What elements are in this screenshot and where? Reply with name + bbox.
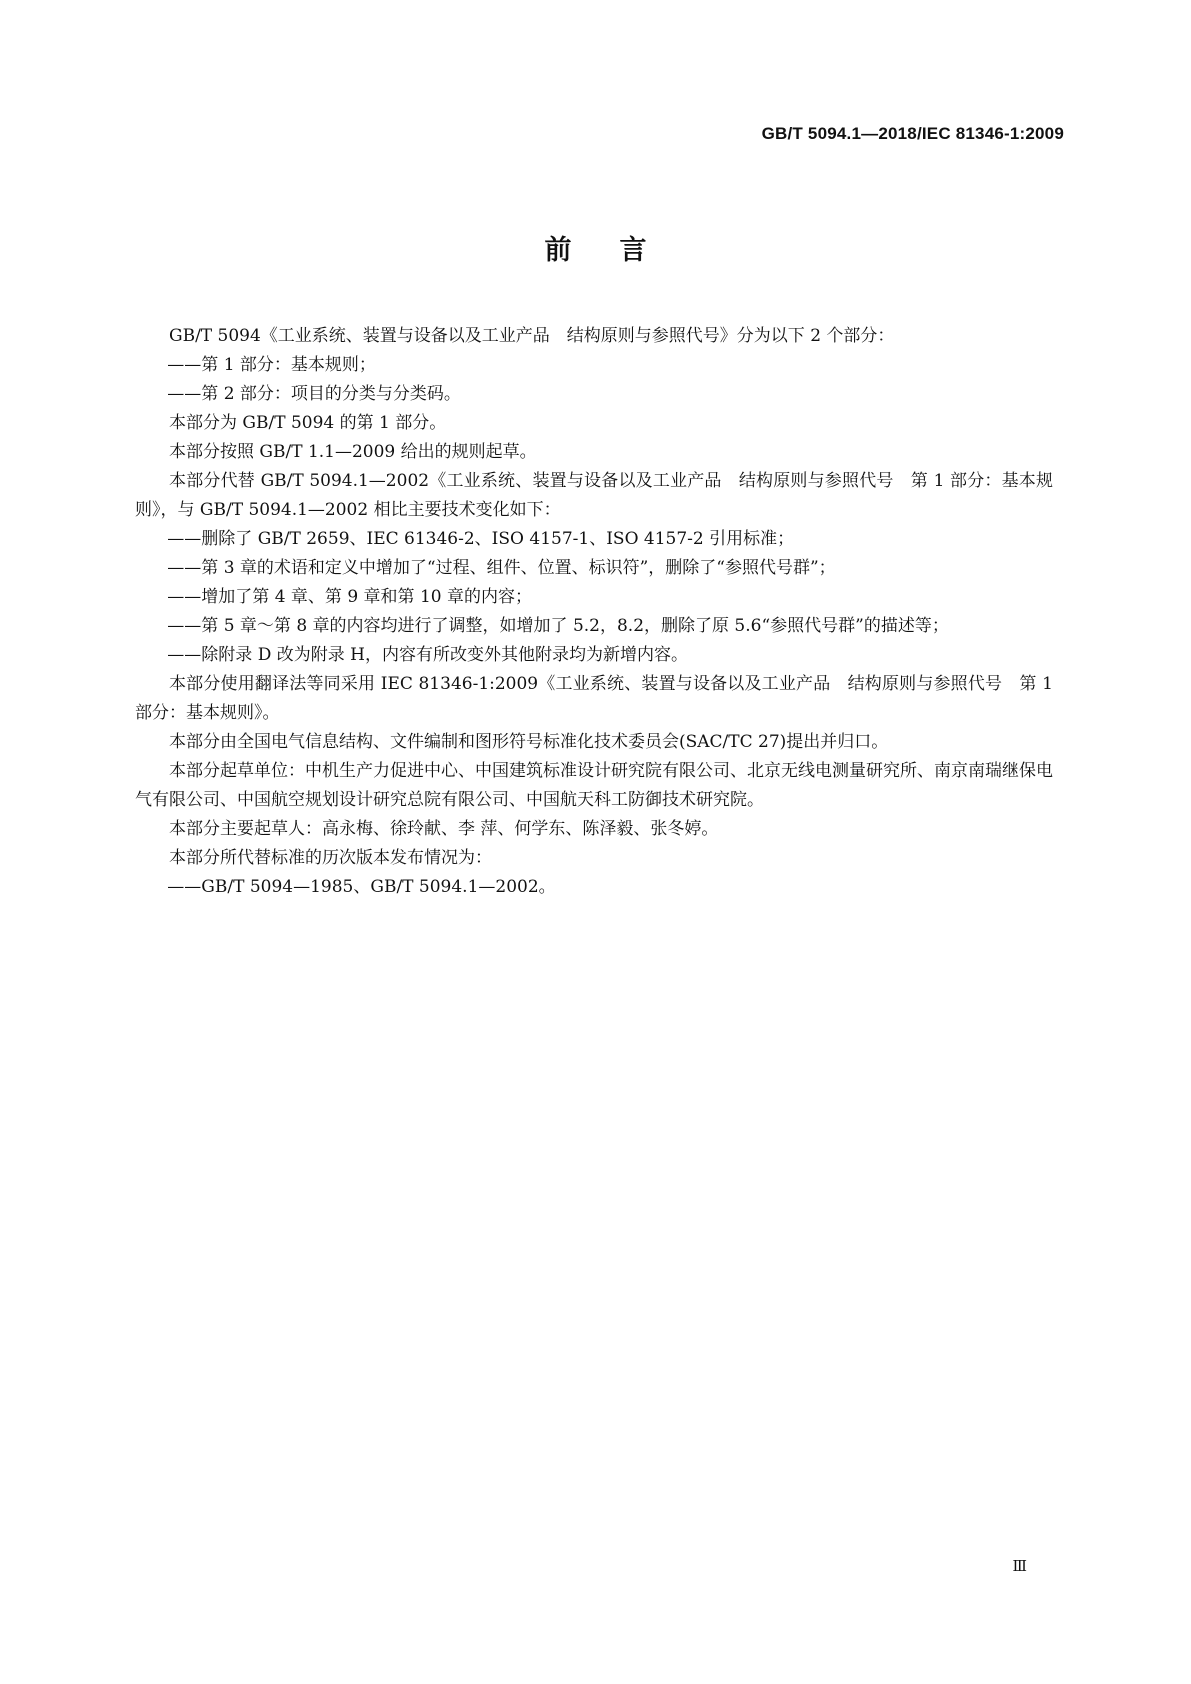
paragraph: 本部分使用翻译法等同采用 IEC 81346-1:2009《工业系统、装置与设备以及工业产品 结构原则与参照代号 第 1 部分：基本规则》。 (135, 674, 1053, 723)
paragraph: 本部分主要起草人：高永梅、徐玲献、李 萍、何学东、陈泽毅、张冬婷。 (169, 819, 719, 839)
list-item: ——第 3 章的术语和定义中增加了“过程、组件、位置、标识符”，删除了“参照代号群”； (167, 558, 836, 578)
paragraph: GB/T 5094《工业系统、装置与设备以及工业产品 结构原则与参照代号》分为以下 2 个部分： (169, 326, 895, 346)
foreword-body (135, 322, 1053, 902)
list-item: ——GB/T 5094—1985、GB/T 5094.1—2002。 (167, 877, 556, 897)
paragraph: 本部分代替 GB/T 5094.1—2002《工业系统、装置与设备以及工业产品 结构原则与参照代号 第 1 部分：基本规则》，与 GB/T 5094.1—2002 相比主要技术变化如下： (135, 471, 1053, 520)
list-item: ——删除了 GB/T 2659、IEC 61346-2、ISO 4157-1、ISO 4157-2 引用标准； (167, 529, 795, 549)
paragraph: 本部分由全国电气信息结构、文件编制和图形符号标准化技术委员会(SAC/TC 27)提出并归口。 (169, 732, 889, 752)
list-item: ——除附录 D 改为附录 H，内容有所改变外其他附录均为新增内容。 (167, 645, 688, 665)
paragraph: 本部分所代替标准的历次版本发布情况为： (169, 848, 492, 868)
list-item: ——第 5 章～第 8 章的内容均进行了调整，如增加了 5.2，8.2，删除了原 5.6“参照代号群”的描述等； (167, 616, 949, 636)
paragraph: 本部分按照 GB/T 1.1—2009 给出的规则起草。 (169, 442, 537, 462)
page-title: 前言 (544, 235, 695, 266)
list-item: ——第 1 部分：基本规则； (167, 355, 376, 375)
list-item: ——增加了第 4 章、第 9 章和第 10 章的内容； (167, 587, 532, 607)
standard-code-header: GB/T 5094.1—2018/IEC 81346-1:2009 (761, 124, 1064, 143)
paragraph: 本部分起草单位：中机生产力促进中心、中国建筑标准设计研究院有限公司、北京无线电测量研究所、南京南瑞继保电气有限公司、中国航空规划设计研究总院有限公司、中国航天科工防御技术研究院。 (135, 761, 1053, 810)
page-number: Ⅲ (1012, 1557, 1026, 1575)
list-item: ——第 2 部分：项目的分类与分类码。 (167, 384, 461, 404)
paragraph: 本部分为 GB/T 5094 的第 1 部分。 (169, 413, 447, 433)
